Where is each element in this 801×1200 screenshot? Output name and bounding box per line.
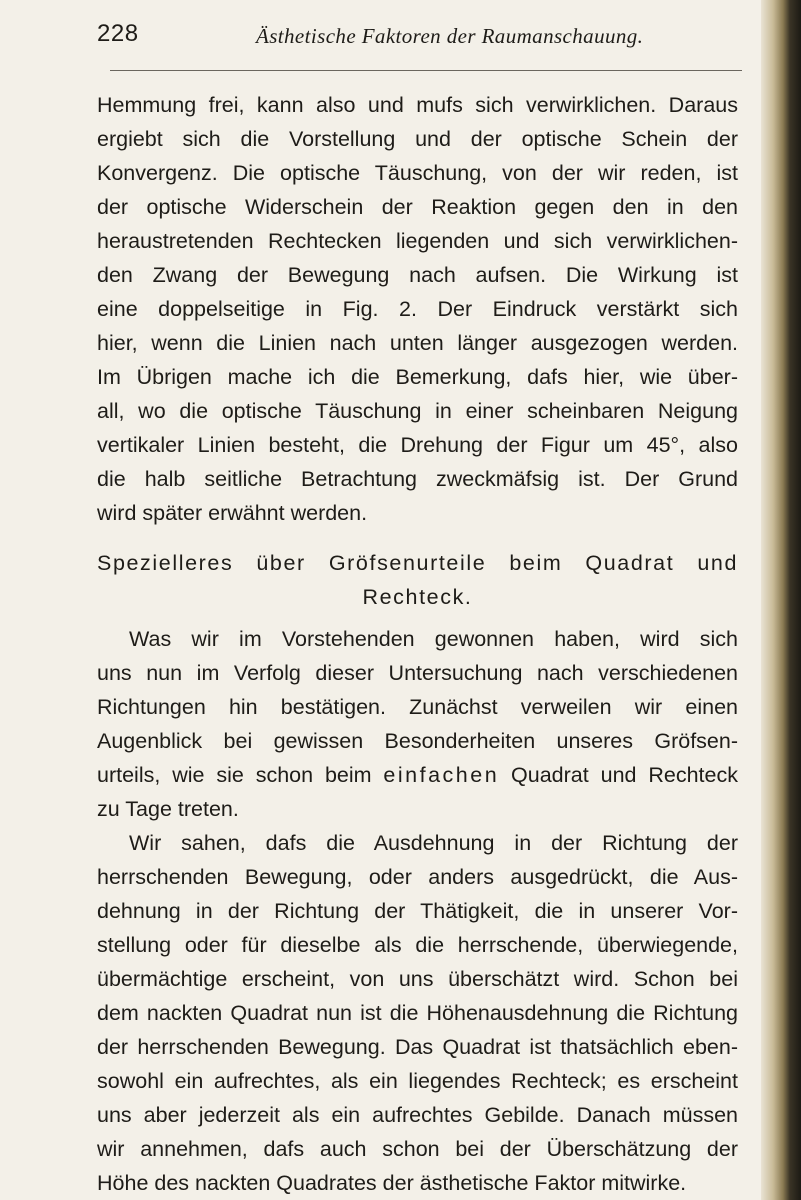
text-line: wir annehmen, dafs auch schon bei der Überschätzung der bbox=[97, 1137, 738, 1161]
text-line: übermächtige erscheint, von uns überschätzt wird. Schon bei bbox=[97, 967, 738, 991]
text-line: uns aber jederzeit als ein aufrechtes Gebilde. Danach müssen bbox=[97, 1103, 738, 1127]
page-number: 228 bbox=[97, 20, 139, 47]
text-line: Konvergenz. Die optische Täuschung, von der wir reden, ist bbox=[97, 161, 738, 185]
text-line: Im Übrigen mache ich die Bemerkung, dafs hier, wie über- bbox=[97, 365, 738, 389]
text-line: Was wir im Vorstehenden gewonnen haben, wird sich bbox=[129, 627, 738, 651]
header-rule bbox=[110, 70, 742, 71]
text-segment: Quadrat und Rechteck bbox=[499, 763, 738, 787]
text-line: die halb seitliche Betrachtung zweckmäfsig ist. Der Grund bbox=[97, 467, 738, 491]
text-line: Richtungen hin bestätigen. Zunächst verweilen wir einen bbox=[97, 695, 738, 719]
text-line: eine doppelseitige in Fig. 2. Der Eindruck verstärkt sich bbox=[97, 297, 738, 321]
text-line: der optische Widerschein der Reaktion gegen den in den bbox=[97, 195, 738, 219]
section-heading-line-1: Spezielleres über Gröfsenurteile beim Quadrat und bbox=[97, 551, 738, 575]
text-line: hier, wenn die Linien nach unten länger ausgezogen werden. bbox=[97, 331, 738, 355]
text-line: Augenblick bei gewissen Besonderheiten unseres Gröfsen- bbox=[97, 729, 738, 753]
text-line: den Zwang der Bewegung nach aufsen. Die Wirkung ist bbox=[97, 263, 738, 287]
text-line: sowohl ein aufrechtes, als ein liegendes Rechteck; es erscheint bbox=[97, 1069, 738, 1093]
section-heading bbox=[97, 546, 738, 614]
text-line bbox=[97, 758, 738, 792]
paragraph-2 bbox=[97, 622, 738, 826]
paragraph-3 bbox=[97, 826, 738, 1200]
text-line: all, wo die optische Täuschung in einer scheinbaren Neigung bbox=[97, 399, 738, 423]
text-line: heraustretenden Rechtecken liegenden und sich verwirklichen- bbox=[97, 229, 738, 253]
text-line: uns nun im Verfolg dieser Untersuchung nach verschiedenen bbox=[97, 661, 738, 685]
text-line: Höhe des nackten Quadrates der ästhetische Faktor mitwirke. bbox=[97, 1171, 687, 1195]
text-line: dehnung in der Richtung der Thätigkeit, die in unserer Vor- bbox=[97, 899, 738, 923]
text-line: der herrschenden Bewegung. Das Quadrat ist thatsächlich eben- bbox=[97, 1035, 738, 1059]
text-line: Hemmung frei, kann also und mufs sich verwirklichen. Daraus bbox=[97, 93, 738, 117]
text-line: herrschenden Bewegung, oder anders ausgedrückt, die Aus- bbox=[97, 865, 738, 889]
text-line: ergiebt sich die Vorstellung und der optische Schein der bbox=[97, 127, 738, 151]
text-line: dem nackten Quadrat nun ist die Höhenausdehnung die Richtung bbox=[97, 1001, 738, 1025]
paragraph-1 bbox=[97, 88, 738, 530]
text-segment: urteils, wie sie schon beim bbox=[97, 763, 384, 787]
text-line: wird später erwähnt werden. bbox=[97, 501, 368, 525]
text-line: stellung oder für dieselbe als die herrschende, überwiegende, bbox=[97, 933, 738, 957]
text-line: zu Tage treten. bbox=[97, 797, 239, 821]
book-binding-edge bbox=[761, 0, 801, 1200]
text-line: vertikaler Linien besteht, die Drehung der Figur um 45°, also bbox=[97, 433, 738, 457]
running-head: Ästhetische Faktoren der Raumanschauung. bbox=[256, 24, 644, 48]
emphasized-word: einfachen bbox=[383, 763, 500, 787]
section-heading-line-2: Rechteck. bbox=[362, 585, 473, 609]
text-line: Wir sahen, dafs die Ausdehnung in der Richtung der bbox=[129, 831, 738, 855]
